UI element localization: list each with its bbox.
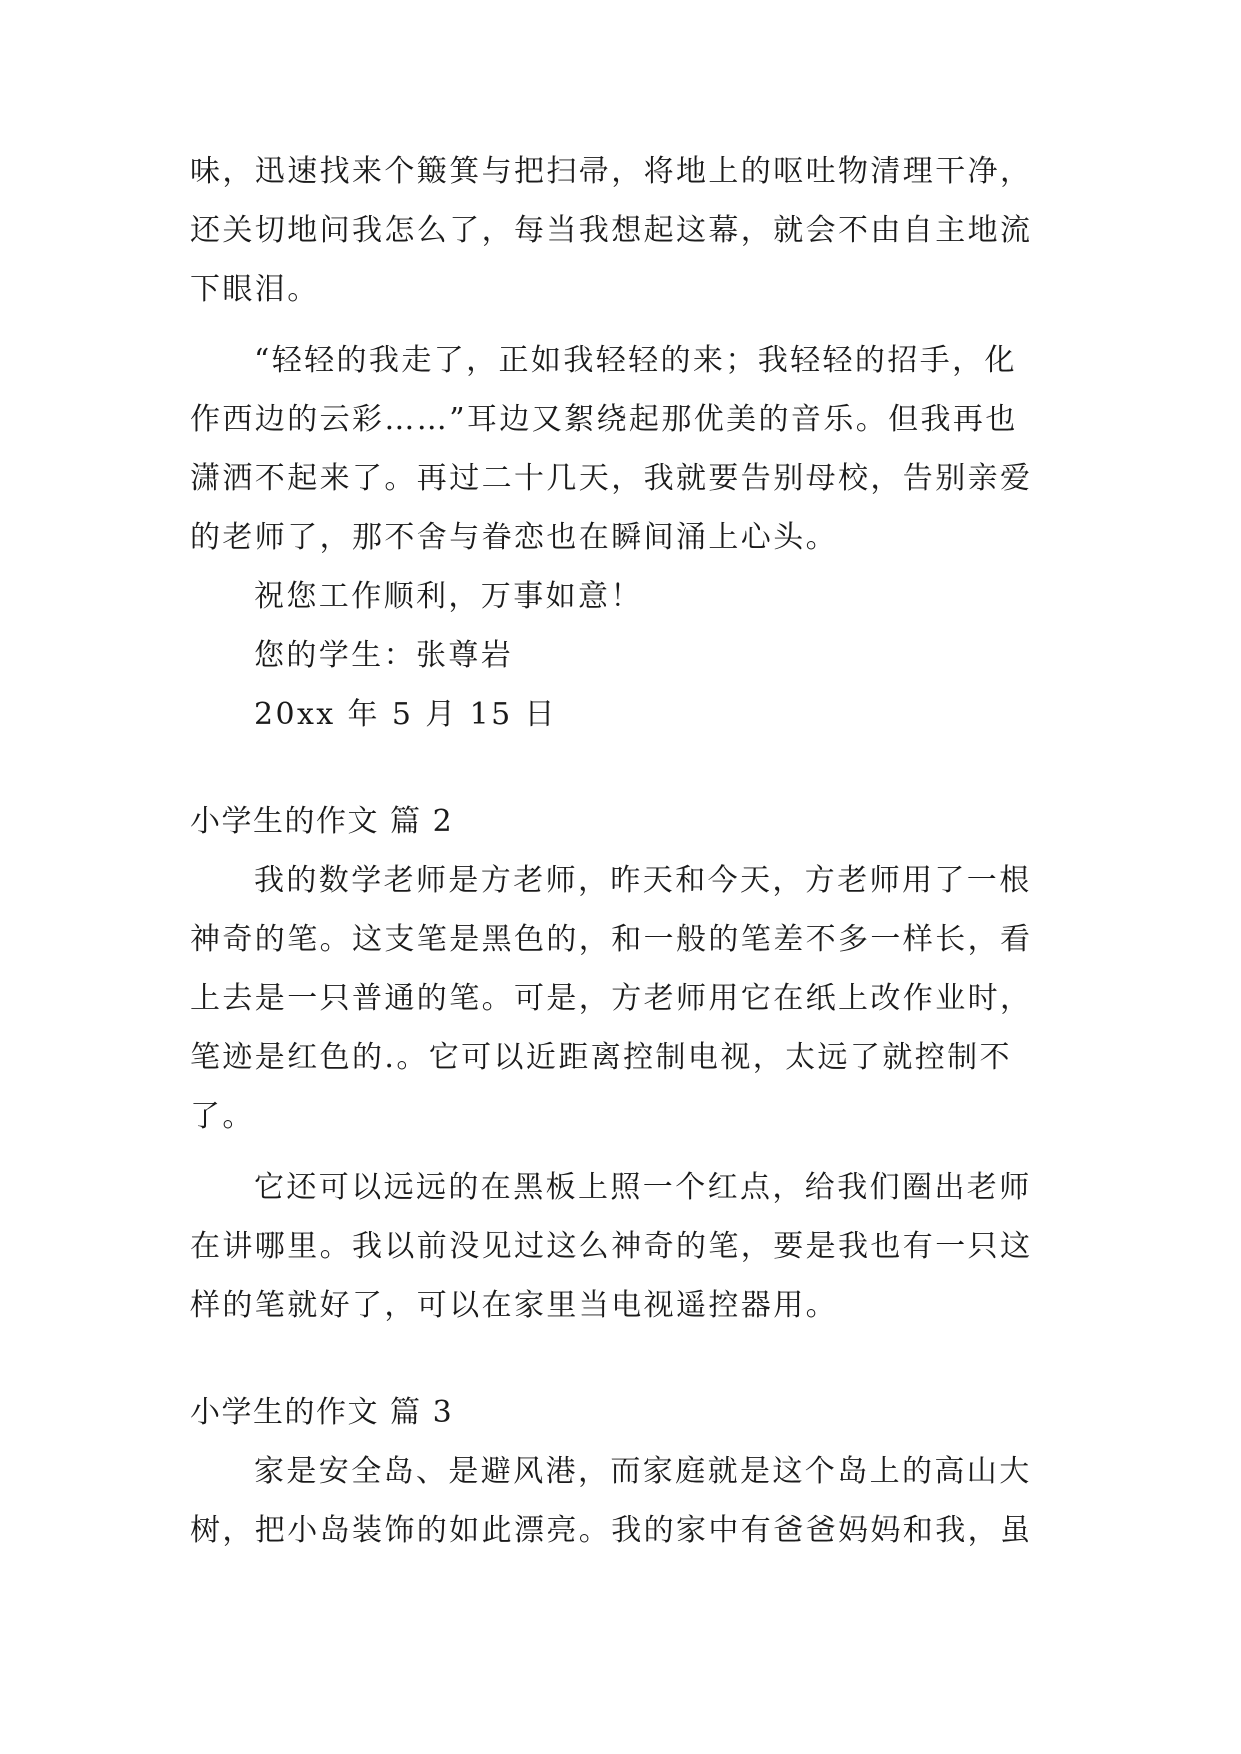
- paragraph-line: 还关切地问我怎么了，每当我想起这幕，就会不由自主地流: [190, 213, 1033, 248]
- date-line: 20xx 年 5 月 15 日: [254, 697, 557, 732]
- paragraph-line: 了。: [190, 1099, 255, 1134]
- paragraph-line: 作西边的云彩……”耳边又絮绕起那优美的音乐。但我再也: [190, 402, 1018, 437]
- paragraph-line: 神奇的笔。这支笔是黑色的，和一般的笔差不多一样长，看: [190, 922, 1033, 957]
- closing-line: 祝您工作顺利，万事如意！: [254, 579, 643, 614]
- paragraph-line: 它还可以远远的在黑板上照一个红点，给我们圈出老师: [254, 1170, 1032, 1205]
- paragraph-line: 上去是一只普通的笔。可是，方老师用它在纸上改作业时，: [190, 981, 1033, 1016]
- paragraph-line: 潇洒不起来了。再过二十几天，我就要告别母校，告别亲爱: [190, 461, 1033, 496]
- signature-line: 您的学生：张尊岩: [254, 638, 514, 673]
- paragraph-line: 在讲哪里。我以前没见过这么神奇的笔，要是我也有一只这: [190, 1229, 1033, 1264]
- paragraph-line: 树，把小岛装饰的如此漂亮。我的家中有爸爸妈妈和我，虽: [190, 1513, 1033, 1548]
- paragraph-line: 样的笔就好了，可以在家里当电视遥控器用。: [190, 1288, 838, 1323]
- section-heading: 小学生的作文 篇 3: [190, 1395, 454, 1430]
- paragraph-line: 我的数学老师是方老师，昨天和今天，方老师用了一根: [254, 863, 1032, 898]
- section-heading: 小学生的作文 篇 2: [190, 804, 454, 839]
- paragraph-line: 的老师了，那不舍与眷恋也在瞬间涌上心头。: [190, 520, 838, 555]
- paragraph-line: 下眼泪。: [190, 272, 320, 307]
- paragraph-line: 家是安全岛、是避风港，而家庭就是这个岛上的高山大: [254, 1454, 1032, 1489]
- paragraph-line: 笔迹是红色的.。它可以近距离控制电视，太远了就控制不: [190, 1040, 1012, 1075]
- paragraph-line: 味，迅速找来个簸箕与把扫帚，将地上的呕吐物清理干净，: [190, 154, 1033, 189]
- paragraph-line: “轻轻的我走了，正如我轻轻的来；我轻轻的招手，化: [254, 343, 1017, 378]
